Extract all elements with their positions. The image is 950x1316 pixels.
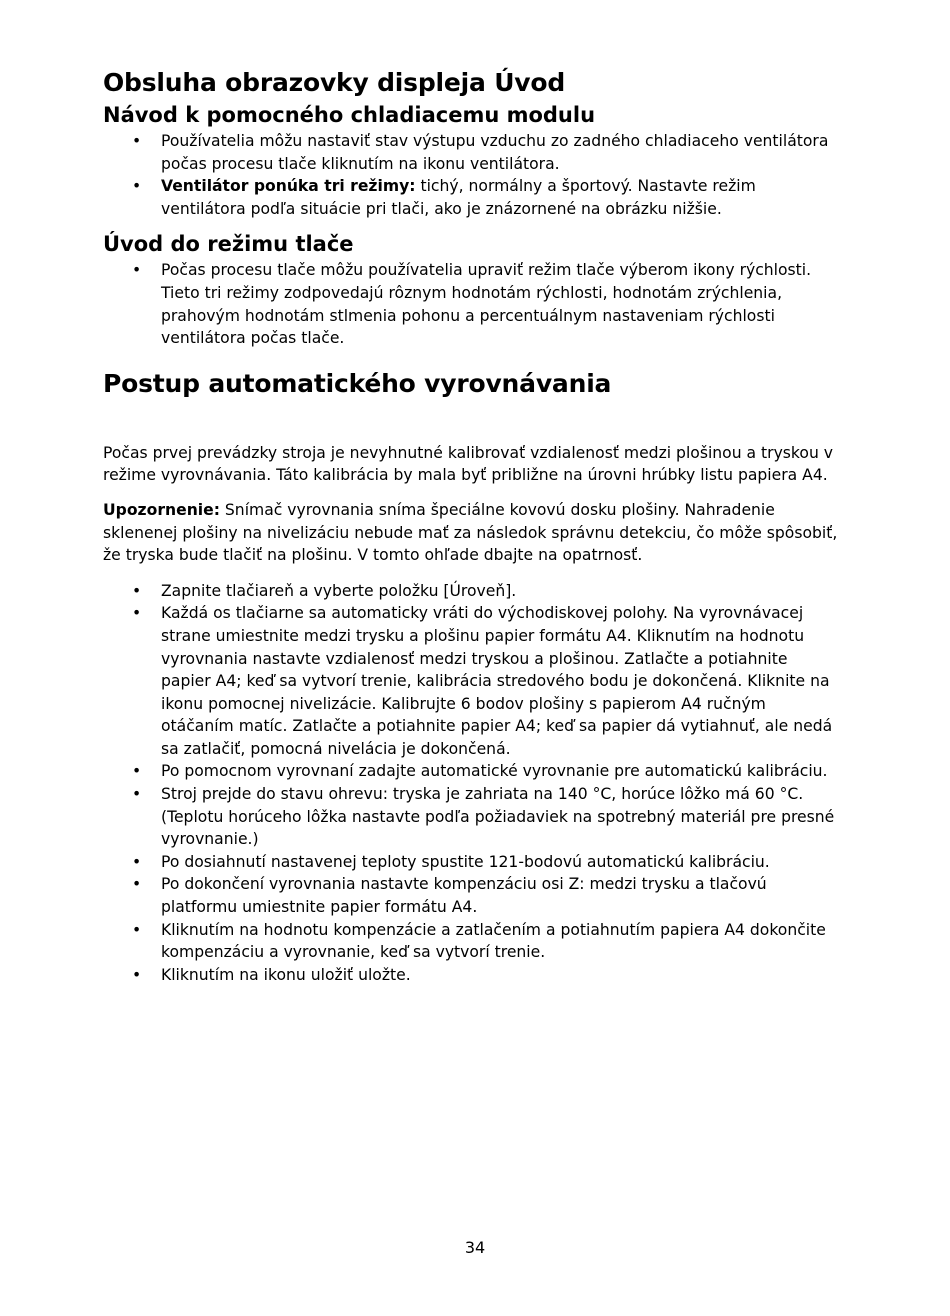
warning-label: Upozornenie: <box>103 500 220 519</box>
list-item <box>103 919 838 964</box>
bullet-icon: • <box>132 965 142 984</box>
bullet-icon: • <box>132 920 142 939</box>
fan-bullet-list <box>103 130 838 220</box>
bullet-icon: • <box>132 604 142 623</box>
list-item-text: Kliknutím na ikonu uložiť uložte. <box>161 965 411 984</box>
bullet-icon: • <box>132 261 142 280</box>
bullet-icon: • <box>132 177 142 196</box>
bullet-icon: • <box>132 132 142 150</box>
list-item <box>103 259 838 349</box>
bullet-icon: • <box>132 785 142 804</box>
list-item-text: Po pomocnom vyrovnaní zadajte automatické vyrovnanie pre automatickú kalibráciu. <box>161 762 828 781</box>
bullet-icon: • <box>132 762 142 781</box>
list-item-text: tichý, normálny a športový. Nastavte režim ventilátora podľa situácie pri tlači, ako je znázornené na obrázku nižšie. <box>161 177 756 218</box>
page-title: Obsluha obrazovky displeja Úvod <box>103 68 566 97</box>
fan-section-heading: Návod k pomocného chladiacemu modulu <box>103 103 596 127</box>
list-item <box>103 760 838 783</box>
list-item-text: Kliknutím na hodnotu kompenzácie a zatlačením a potiahnutím papiera A4 dokončite kompenzáciu a vyrovnanie, keď sa vytvorí trenie. <box>161 920 826 962</box>
list-item-text: Po dosiahnutí nastavenej teploty spustite 121-bodovú automatickú kalibráciu. <box>161 852 770 871</box>
list-item-text: Počas procesu tlače môžu používatelia upraviť režim tlače výberom ikony rýchlosti. Tieto tri režimy zodpovedajú rôznym hodnotám rýchlosti, hodnotám zrýchlenia, prahovým hodnotám stlmenia pohonu a percentuálnym nastaveniam rýchlosti ventilátora počas tlače. <box>161 261 812 348</box>
list-item-bold-label: Ventilátor ponúka tri režimy: <box>161 177 416 196</box>
list-item <box>103 602 838 760</box>
list-item <box>103 851 838 874</box>
list-item-text: Stroj prejde do stavu ohrevu: tryska je zahriata na 140 °C, horúce lôžko má 60 °C. (Teplotu horúceho lôžka nastavte podľa požiadaviek na spotrebný materiál pre presné vyrovnanie.) <box>161 785 835 849</box>
bullet-icon: • <box>132 875 142 894</box>
document-page <box>103 66 838 986</box>
print-mode-bullet-list <box>103 259 838 349</box>
list-item <box>103 964 838 987</box>
list-item <box>103 783 838 851</box>
list-item-text: Používatelia môžu nastaviť stav výstupu vzduchu zo zadného chladiaceho ventilátora počas procesu tlače kliknutím na ikonu ventilátora. <box>161 132 829 173</box>
print-mode-section-heading: Úvod do režimu tlače <box>103 232 354 257</box>
list-item <box>103 130 838 175</box>
list-item <box>103 873 838 918</box>
leveling-steps-list <box>103 580 838 987</box>
list-item-text: Každá os tlačiarne sa automaticky vráti do východiskovej polohy. Na vyrovnávacej strane umiestnite medzi trysku a plošinu papier formátu A4. Kliknutím na hodnotu vyrovnania nastavte vzdialenosť medzi tryskou a plošinou. Zatlačte a potiahnite papier A4; keď sa vytvorí trenie, kalibrácia stredového bodu je dokončená. Kliknite na ikonu pomocnej nivelizácie. Kalibrujte 6 bodov plošiny s papierom A4 ručným otáčaním matíc. Zatlačte a potiahnite papier A4; keď sa papier dá vytiahnuť, ale nedá sa zatlačiť, pomocná nivelácia je dokončená. <box>161 604 833 758</box>
warning-text: Snímač vyrovnania sníma špeciálne kovovú dosku plošiny. Nahradenie sklenenej plošiny na nivelizáciu nebude mať za následok správnu detekciu, čo môže spôsobiť, že tryska bude tlačiť na plošinu. V tomto ohľade dbajte na opatrnosť. <box>103 500 838 565</box>
list-item <box>103 580 838 603</box>
list-item-text: Po dokončení vyrovnania nastavte kompenzáciu osi Z: medzi trysku a tlačovú platformu umiestnite papier formátu A4. <box>161 875 767 917</box>
bullet-icon: • <box>132 581 142 600</box>
leveling-section-heading: Postup automatického vyrovnávania <box>103 368 612 398</box>
bullet-icon: • <box>132 852 142 871</box>
list-item-text: Zapnite tlačiareň a vyberte položku [Úroveň]. <box>161 581 517 600</box>
list-item <box>103 175 838 220</box>
warning-paragraph <box>103 499 838 567</box>
page-number: 34 <box>464 1238 486 1257</box>
leveling-intro-paragraph: Počas prvej prevádzky stroja je nevyhnutné kalibrovať vzdialenosť medzi plošinou a tryskou v režime vyrovnávania. Táto kalibrácia by mala byť približne na úrovni hrúbky listu papiera A4. <box>103 443 834 485</box>
